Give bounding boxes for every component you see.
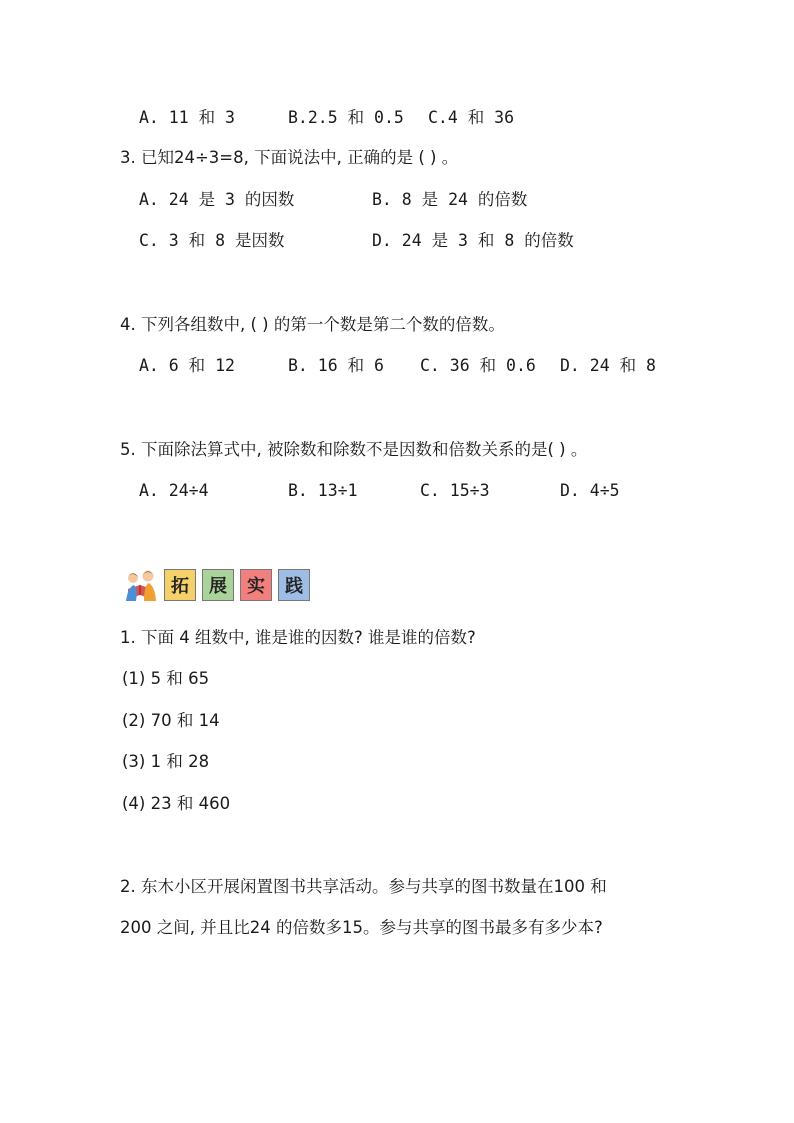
p1-item-3: (3) 1 和 28 bbox=[122, 752, 210, 771]
q4-option-b: B. 16 和 6 bbox=[288, 356, 384, 375]
q3-option-d: D. 24 是 3 和 8 的倍数 bbox=[372, 231, 574, 250]
p2-line-1: 2. 东木小区开展闲置图书共享活动。参与共享的图书数量在100 和 bbox=[120, 877, 607, 896]
q3-option-a: A. 24 是 3 的因数 bbox=[139, 190, 295, 209]
q4-option-a: A. 6 和 12 bbox=[139, 356, 235, 375]
q5-option-d: D. 4÷5 bbox=[560, 481, 620, 500]
q5-stem: 5. 下面除法算式中, 被除数和除数不是因数和倍数关系的是( ) 。 bbox=[120, 440, 588, 459]
q2-option-a: A. 11 和 3 bbox=[139, 108, 235, 127]
q2-option-c: C.4 和 36 bbox=[428, 108, 515, 127]
p1-item-1: (1) 5 和 65 bbox=[122, 669, 210, 688]
q5-option-c: C. 15÷3 bbox=[420, 481, 490, 500]
p1-item-4: (4) 23 和 460 bbox=[122, 794, 231, 813]
q5-option-b: B. 13÷1 bbox=[288, 481, 358, 500]
section-char-1: 拓 bbox=[164, 569, 196, 601]
q3-stem: 3. 已知24÷3=8, 下面说法中, 正确的是 ( ) 。 bbox=[120, 148, 459, 167]
q4-stem: 4. 下列各组数中, ( ) 的第一个数是第二个数的倍数。 bbox=[120, 315, 505, 334]
q4-option-c: C. 36 和 0.6 bbox=[420, 356, 536, 375]
section-char-3: 实 bbox=[240, 569, 272, 601]
section-header-extension-practice bbox=[122, 567, 316, 603]
q3-option-b: B. 8 是 24 的倍数 bbox=[372, 190, 528, 209]
reading-kids-icon bbox=[122, 567, 160, 603]
q4-option-d: D. 24 和 8 bbox=[560, 356, 656, 375]
section-char-2: 展 bbox=[202, 569, 234, 601]
p2-line-2: 200 之间, 并且比24 的倍数多15。参与共享的图书最多有多少本? bbox=[120, 918, 603, 937]
q3-option-c: C. 3 和 8 是因数 bbox=[139, 231, 285, 250]
section-char-4: 践 bbox=[278, 569, 310, 601]
p1-stem: 1. 下面 4 组数中, 谁是谁的因数? 谁是谁的倍数? bbox=[120, 628, 476, 647]
q5-option-a: A. 24÷4 bbox=[139, 481, 209, 500]
p1-item-2: (2) 70 和 14 bbox=[122, 711, 220, 730]
q2-option-b: B.2.5 和 0.5 bbox=[288, 108, 404, 127]
